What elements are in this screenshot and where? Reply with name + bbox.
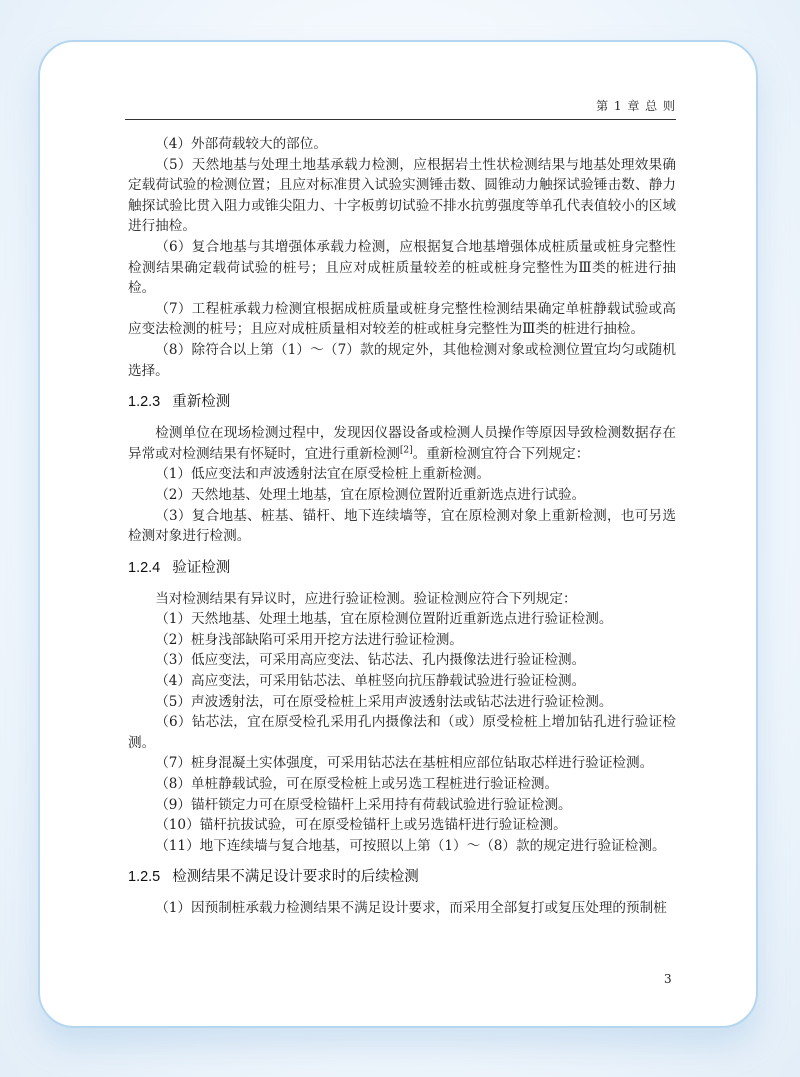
paragraph [128, 134, 676, 155]
paragraph [128, 423, 676, 464]
paragraph-text: （7）桩身混凝土实体强度，可采用钻芯法在基桩相应部位钻取芯样进行验证检测。 [155, 755, 654, 772]
page-number: 3 [664, 972, 672, 986]
paragraph-text: 当对检测结果有异议时，应进行验证检测。验证检测应符合下列规定： [155, 590, 577, 607]
section-heading [128, 391, 676, 413]
paragraph [128, 237, 676, 299]
citation-marker: [2] [399, 445, 413, 456]
running-header [125, 97, 676, 120]
paragraph [128, 774, 676, 795]
paragraph-text: （6）钻芯法，宜在原受检孔采用孔内摄像法和（或）原受检桩上增加钻孔进行验证检测。 [128, 714, 676, 751]
page-body [128, 134, 676, 919]
paragraph-text: （9）锚杆锁定力可在原受检锚杆上采用持有荷载试验进行验证检测。 [155, 796, 572, 813]
paragraph [128, 692, 676, 713]
paragraph-text: （8）单桩静载试验，可在原受检桩上或另选工程桩进行验证检测。 [155, 776, 559, 793]
paragraph [128, 712, 676, 753]
paragraph-text: （7）工程桩承载力检测宜根据成桩质量或桩身完整性检测结果确定单桩静载试验或高应变法检测的桩号；且应对成桩质量相对较差的桩或桩身完整性为Ⅲ类的桩进行抽检。 [128, 300, 676, 338]
paragraph-text: （1）因预制桩承载力检测结果不满足设计要求，而采用全部复打或复压处理的预制桩 [155, 900, 667, 917]
paragraph-text: （1）天然地基、处理土地基，宜在原检测位置附近重新选点进行验证检测。 [155, 611, 613, 628]
paragraph [128, 464, 676, 485]
section-number: 1.2.5 [128, 869, 161, 886]
paragraph [128, 836, 676, 857]
paragraph [128, 299, 676, 340]
paragraph-text: （4）外部荷载较大的部位。 [155, 136, 327, 152]
paragraph-text-continued: 。重新检测宜符合下列规定： [412, 445, 590, 462]
paragraph [128, 485, 676, 506]
paragraph [128, 795, 676, 816]
paragraph-text: （3）复合地基、桩基、锚杆、地下连续墙等，宜在原检测对象上重新检测，也可另选检测对象进行检测。 [128, 507, 676, 545]
paragraph-text: （3）低应变法，可采用高应变法、钻芯法、孔内摄像法进行验证检测。 [155, 652, 586, 669]
paragraph-text: （2）桩身浅部缺陷可采用开挖方法进行验证检测。 [155, 631, 463, 648]
section-heading [128, 557, 676, 579]
paragraph-text: （2）天然地基、处理土地基，宜在原检测位置附近重新选点进行试验。 [155, 486, 586, 503]
section-number: 1.2.3 [128, 394, 161, 411]
paragraph [128, 609, 676, 630]
paragraph-text: （1）低应变法和声波透射法宜在原受检桩上重新检测。 [155, 466, 491, 483]
paragraph [128, 630, 676, 651]
paragraph [128, 671, 676, 692]
paragraph [128, 340, 676, 381]
section-title: 验证检测 [172, 559, 231, 576]
paragraph-text: （8）除符合以上第（1）～（7）款的规定外，其他检测对象或检测位置宜均匀或随机选择。 [128, 341, 676, 379]
paragraph-text: （5）声波透射法，可在原受检桩上采用声波透射法或钻芯法进行验证检测。 [155, 693, 613, 710]
paragraph-text: （4）高应变法，可采用钻芯法、单桩竖向抗压静载试验进行验证检测。 [155, 673, 586, 690]
paragraph [128, 753, 676, 774]
paragraph-text: （6）复合地基与其增强体承载力检测，应根据复合地基增强体成桩质量或桩身完整性检测结果确定载荷试验的桩号；且应对成桩质量较差的桩或桩身完整性为Ⅲ类的桩进行抽检。 [128, 238, 676, 297]
paragraph [128, 155, 676, 237]
paragraph-text: （5）天然地基与处理土地基承载力检测，应根据岩土性状检测结果与地基处理效果确定载荷试验的检测位置；且应对标准贯入试验实测锤击数、圆锥动力触探试验锤击数、静力触探试验比贯入阻力或锥尖阻力、十字板剪切试验不排水抗剪强度等单孔代表值较小的区域进行抽检。 [128, 156, 676, 235]
paragraph [128, 650, 676, 671]
section-number: 1.2.4 [128, 559, 161, 576]
paragraph [128, 815, 676, 836]
section-title: 重新检测 [172, 394, 231, 411]
section-heading [128, 866, 676, 888]
paragraph [128, 898, 676, 919]
chapter-title: 第 1 章 总 则 [596, 99, 676, 113]
paragraph [128, 506, 676, 547]
paragraph-text: （10）锚杆抗拔试验，可在原受检锚杆上或另选锚杆进行验证检测。 [155, 817, 567, 834]
section-title: 检测结果不满足设计要求时的后续检测 [172, 869, 419, 886]
paragraph-text: （11）地下连续墙与复合地基，可按照以上第（1）～（8）款的规定进行验证检测。 [155, 837, 666, 854]
paragraph-text: 检测单位在现场检测过程中，发现因仪器设备或检测人员操作等原因导致检测数据存在异常或对检测结果有怀疑时，宜进行重新检测 [128, 425, 676, 462]
paragraph [128, 589, 676, 610]
